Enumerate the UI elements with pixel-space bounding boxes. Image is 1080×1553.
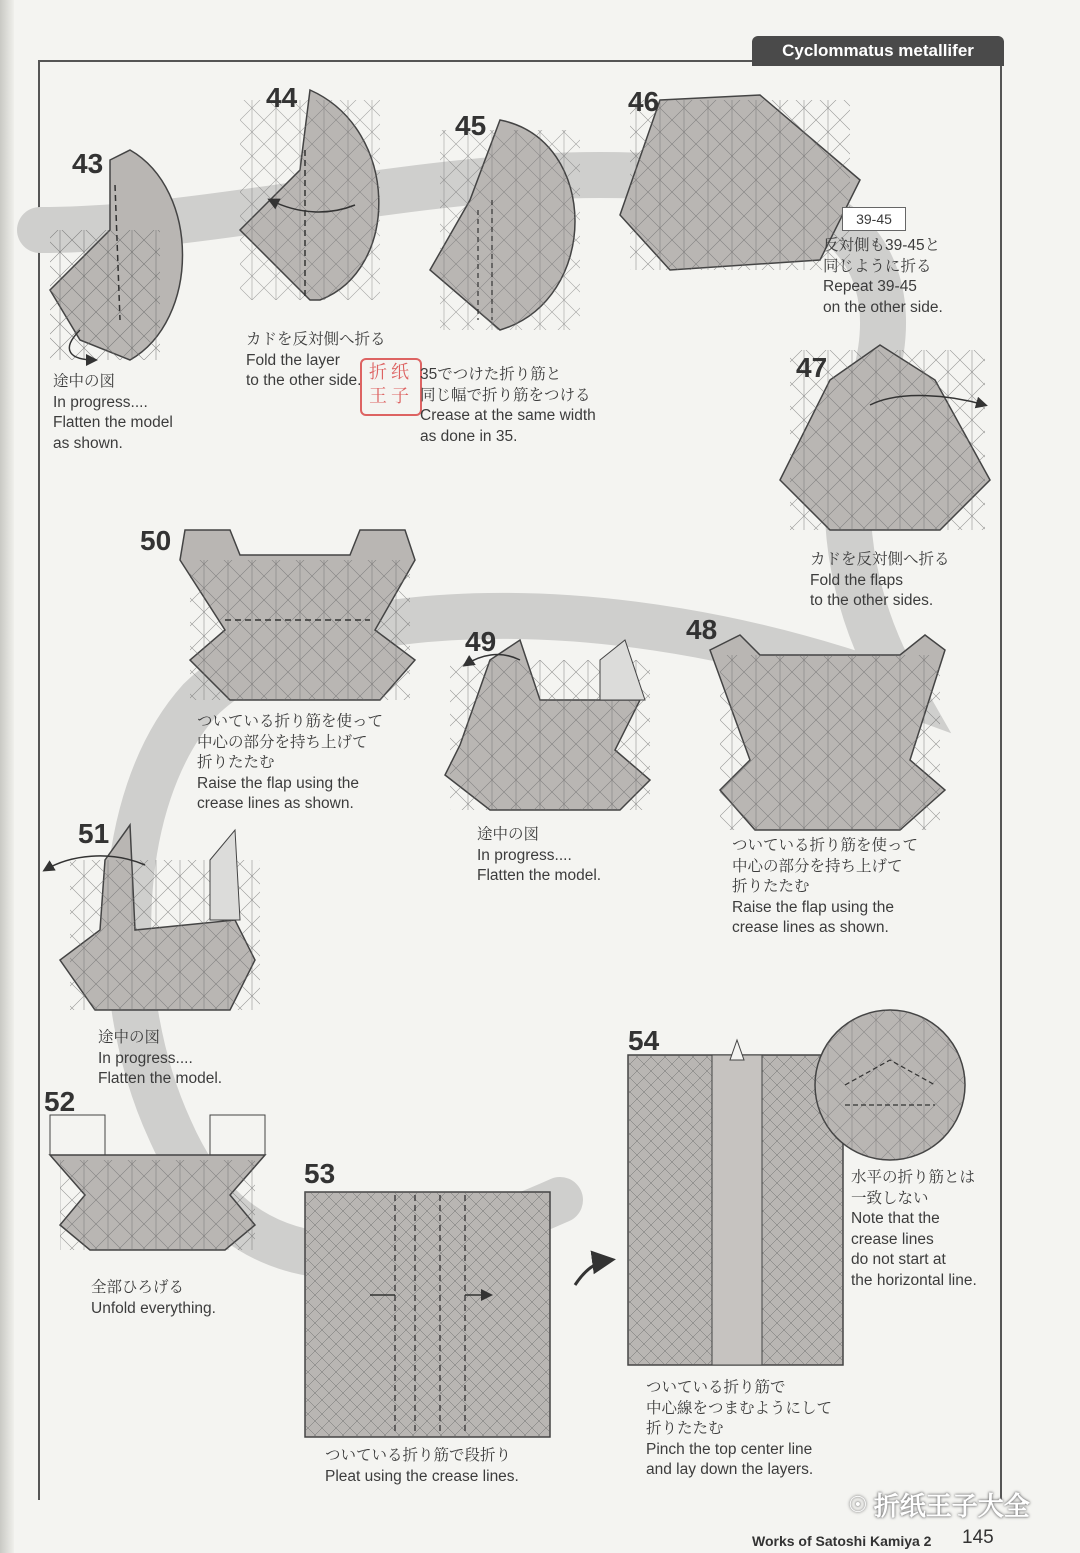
page-title: Cyclommatus metallifer [752, 36, 1004, 66]
diagram-step-53 [305, 1192, 550, 1437]
next-step-arrow [575, 1260, 610, 1285]
step-number-49: 49 [465, 626, 497, 657]
diagram-step-48 [710, 635, 945, 830]
step-number-47: 47 [796, 352, 828, 383]
step-number-45: 45 [455, 110, 487, 141]
caption-step-49: 途中の図 In progress.... Flatten the model. [477, 826, 602, 884]
page-number: 145 [962, 1527, 994, 1548]
footer-book-title: Works of Satoshi Kamiya 2 [752, 1533, 932, 1549]
caption-step-48: ついている折り筋を使って 中心の部分を持ち上げて 折りたたむ Raise the flap using the crease lines as shown. [732, 837, 919, 936]
detail-zoom-circle [815, 1010, 965, 1160]
step-number-54: 54 [628, 1025, 660, 1056]
wechat-watermark [848, 1486, 1030, 1523]
caption-step-50: ついている折り筋を使って 中心の部分を持ち上げて 折りたたむ Raise the flap using the crease lines as shown. [197, 713, 384, 812]
step-number-50: 50 [140, 525, 172, 556]
diagram-step-50 [180, 530, 415, 700]
caption-step-54: ついている折り筋で 中心線をつまむようにして 折りたたむ Pinch the top center line and lay down the layers. [646, 1379, 833, 1478]
caption-step-47: カドを反対側へ折る Fold the flaps to the other sides. [810, 551, 950, 609]
diagram-step-54 [628, 1040, 843, 1365]
wechat-icon: ☉ [848, 1491, 868, 1517]
caption-step-52: 全部ひろげる Unfold everything. [91, 1279, 216, 1317]
step-number-43: 43 [72, 148, 104, 179]
caption-step-45: 35でつけた折り筋と 同じ幅で折り筋をつける Crease at the same width as done in 35. [420, 366, 596, 445]
step-number-48: 48 [686, 614, 718, 645]
diagram-step-49 [445, 640, 650, 810]
repeat-steps-tag: 39-45 [842, 207, 906, 231]
diagram-step-43 [50, 150, 183, 360]
step-number-46: 46 [628, 86, 660, 117]
caption-step-46: 反対側も39-45と 同じように折る Repeat 39-45 on the other side. [823, 237, 943, 316]
step-number-52: 52 [44, 1086, 76, 1117]
diagram-step-45 [430, 120, 580, 330]
caption-step-54-note: 水平の折り筋とは 一致しない Note that the crease lines do not start at the horizontal line. [851, 1169, 977, 1289]
diagram-step-44 [240, 90, 380, 300]
step-number-44: 44 [266, 82, 298, 113]
caption-step-53: ついている折り筋で段折り Pleat using the crease lines. [325, 1447, 519, 1485]
step-number-51: 51 [78, 818, 110, 849]
caption-step-43: 途中の図 In progress.... Flatten the model as shown. [53, 373, 173, 452]
caption-step-51: 途中の図 In progress.... Flatten the model. [98, 1029, 223, 1087]
seal-stamp: 折纸 王子 [360, 358, 422, 416]
step-number-53: 53 [304, 1158, 336, 1189]
caption-step-44: カドを反対側へ折る Fold the layer to the other side. [246, 331, 386, 389]
watermark-text: 折纸王子大全 [873, 1491, 1030, 1521]
